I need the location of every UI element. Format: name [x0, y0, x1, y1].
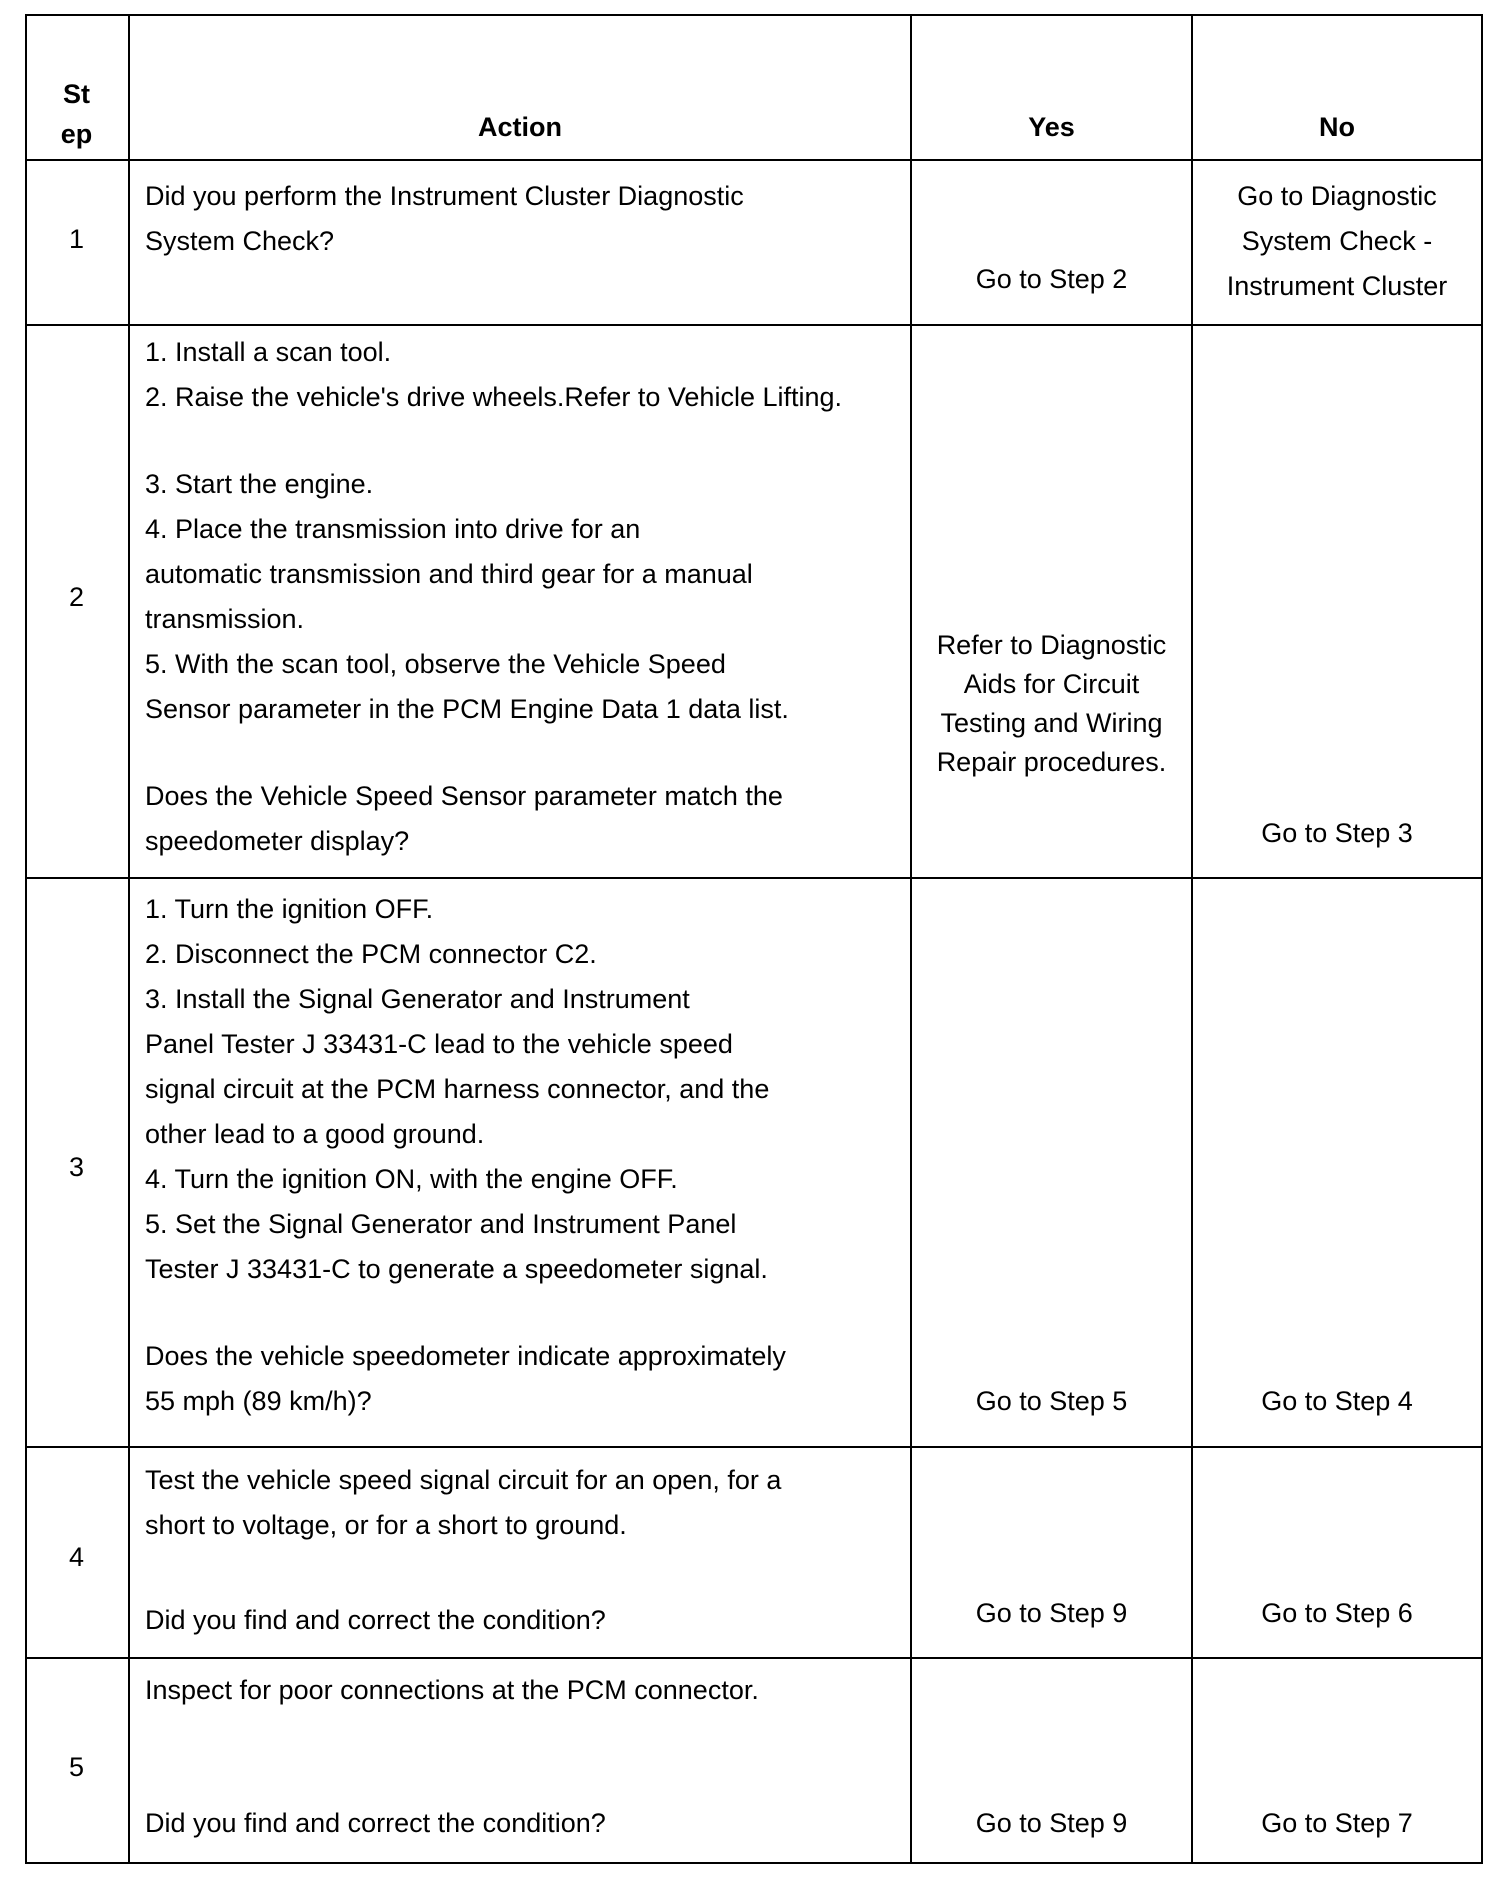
no-result-line: Go to Diagnostic — [1237, 181, 1437, 211]
no-result-line: Instrument Cluster — [1226, 271, 1448, 301]
header-yes: Yes — [1028, 112, 1075, 142]
row-divider — [25, 1446, 1483, 1448]
action-text — [145, 1668, 759, 1846]
step-number: 5 — [68, 1752, 85, 1782]
action-line: Sensor parameter in the PCM Engine Data 1 data list. — [145, 694, 789, 724]
yes-result — [912, 626, 1191, 782]
step-number: 2 — [68, 582, 85, 612]
no-result: Go to Step 4 — [1261, 1386, 1413, 1416]
yes-result-line: Testing and Wiring — [940, 708, 1163, 738]
action-line: short to voltage, or for a short to ground. — [145, 1510, 627, 1540]
header-step-line: St — [63, 79, 90, 109]
action-line: automatic transmission and third gear for a manual — [145, 559, 753, 589]
yes-result: Go to Step 9 — [975, 1598, 1128, 1628]
header-step-line: ep — [60, 119, 93, 149]
row-divider — [25, 159, 1483, 161]
header-action: Action — [478, 112, 562, 142]
action-line: Test the vehicle speed signal circuit for an open, for a — [145, 1465, 782, 1495]
action-text — [145, 174, 744, 264]
action-line: 2. Disconnect the PCM connector C2. — [145, 939, 597, 969]
no-result: Go to Step 6 — [1261, 1598, 1413, 1628]
action-text — [145, 1458, 781, 1643]
action-line: 55 mph (89 km/h)? — [145, 1386, 372, 1416]
action-line: speedometer display? — [145, 826, 410, 856]
yes-result: Go to Step 2 — [975, 264, 1128, 294]
row-divider — [25, 877, 1483, 879]
step-number: 1 — [68, 224, 85, 254]
no-result: Go to Step 7 — [1261, 1808, 1413, 1838]
action-line: Tester J 33431-C to generate a speedometer signal. — [145, 1254, 768, 1284]
action-line: 3. Start the engine. — [145, 469, 374, 499]
action-line: Did you find and correct the condition? — [145, 1808, 606, 1838]
action-line: 2. Raise the vehicle's drive wheels.Refer to Vehicle Lifting. — [145, 382, 843, 412]
action-line: 3. Install the Signal Generator and Instrument — [145, 984, 690, 1014]
action-line: 4. Turn the ignition ON, with the engine OFF. — [145, 1164, 678, 1194]
action-line: 5. With the scan tool, observe the Vehicle Speed — [145, 649, 726, 679]
yes-result-line: Refer to Diagnostic — [936, 630, 1167, 660]
action-line: Inspect for poor connections at the PCM connector. — [145, 1675, 759, 1705]
action-text — [145, 887, 786, 1424]
yes-result-line: Aids for Circuit — [963, 669, 1140, 699]
action-line: System Check? — [145, 226, 335, 256]
action-line: 1. Turn the ignition OFF. — [145, 894, 434, 924]
action-line: Panel Tester J 33431-C lead to the vehicle speed — [145, 1029, 733, 1059]
no-result-line: System Check - — [1241, 226, 1433, 256]
action-line: 5. Set the Signal Generator and Instrument Panel — [145, 1209, 737, 1239]
action-line: transmission. — [145, 604, 305, 634]
action-line: other lead to a good ground. — [145, 1119, 485, 1149]
no-result: Go to Step 3 — [1261, 818, 1413, 848]
action-line: 1. Install a scan tool. — [145, 337, 392, 367]
column-divider — [128, 14, 130, 1864]
row-divider — [25, 1657, 1483, 1659]
step-number: 4 — [68, 1542, 85, 1572]
action-line: signal circuit at the PCM harness connector, and the — [145, 1074, 770, 1104]
diagnostic-table — [25, 14, 1483, 1864]
yes-result-line: Repair procedures. — [936, 747, 1167, 777]
action-line: Does the Vehicle Speed Sensor parameter match the — [145, 781, 783, 811]
step-number: 3 — [68, 1152, 85, 1182]
header-step — [25, 74, 128, 154]
yes-result: Go to Step 9 — [975, 1808, 1128, 1838]
header-no: No — [1319, 112, 1355, 142]
row-divider — [25, 324, 1483, 326]
action-line: 4. Place the transmission into drive for an — [145, 514, 641, 544]
action-line: Did you find and correct the condition? — [145, 1605, 606, 1635]
action-text — [145, 330, 842, 864]
yes-result: Go to Step 5 — [975, 1386, 1128, 1416]
no-result — [1193, 174, 1481, 309]
action-line: Does the vehicle speedometer indicate approximately — [145, 1341, 786, 1371]
action-line: Did you perform the Instrument Cluster Diagnostic — [145, 181, 744, 211]
